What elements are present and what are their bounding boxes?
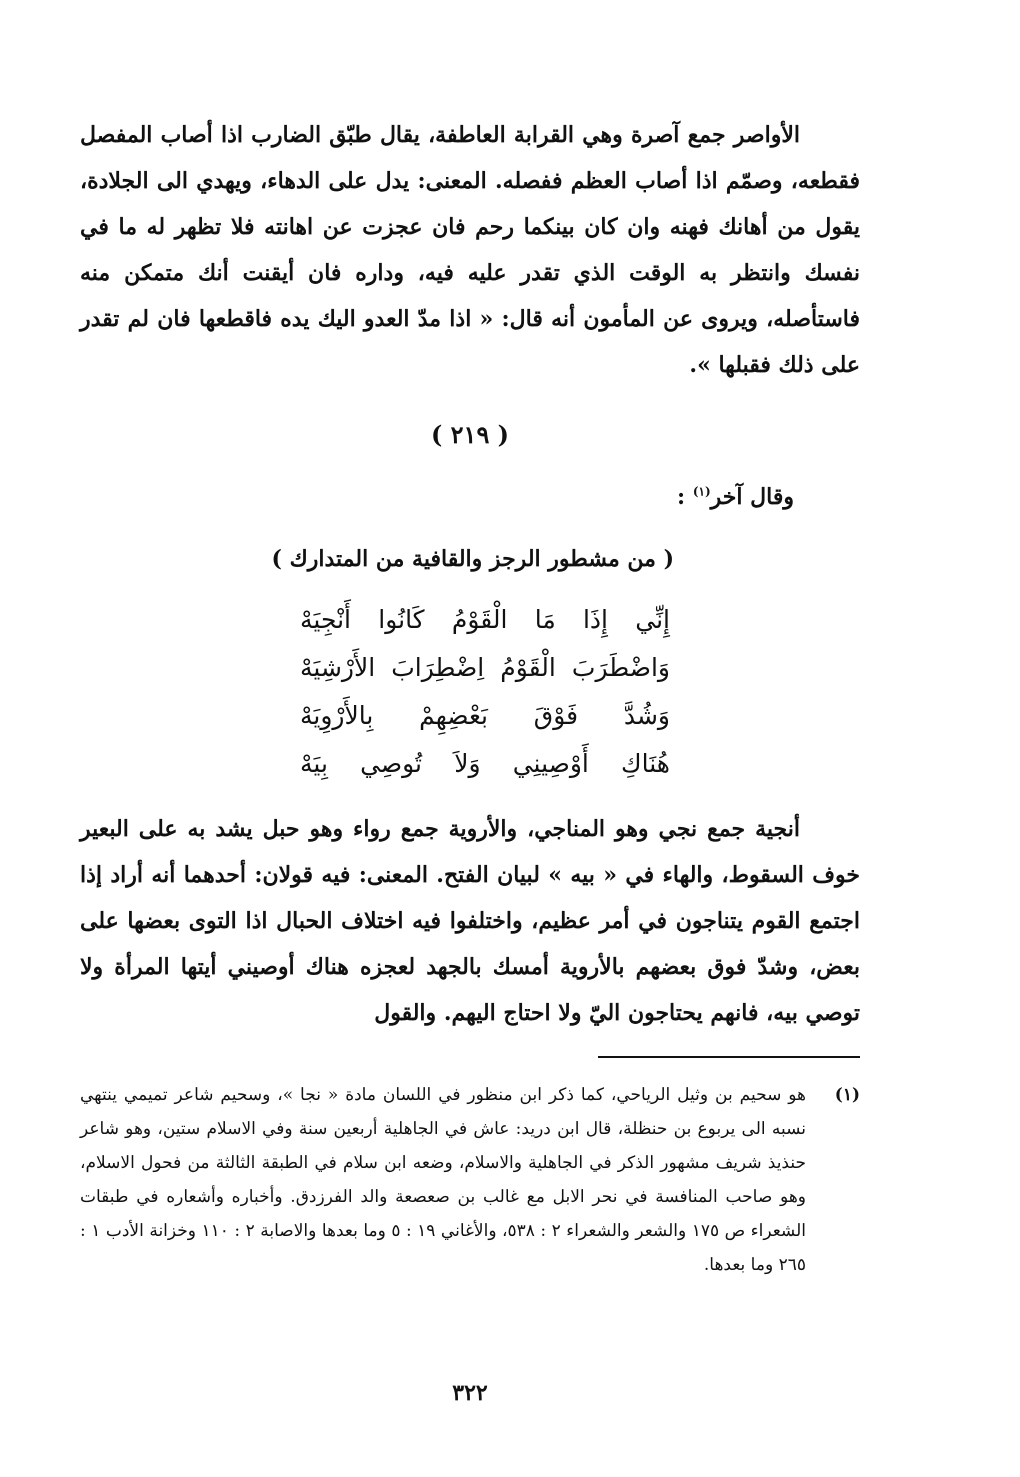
intro-text: وقال آخر [710, 484, 794, 510]
verse-line-4: هُنَاكِ أَوْصِينِي وَلاَ تُوصِي بِيَهْ [300, 749, 670, 778]
footnote-marker: (١) [834, 1085, 860, 1105]
verse-line-3: وَشُدَّ فَوْقَ بَعْضِهِمْ بِالأَرْوِيَهْ [300, 701, 670, 730]
meter-note: ( من مشطور الرجز والقافية من المتدارك ) [271, 546, 674, 572]
poem-number-heading: ( ٢١٩ ) [430, 420, 510, 449]
paragraph-text: أنجية جمع نجي وهو المناجي، والأروية جمع رواء وهو حبل يشد به على البعير خوف السقوط، والهاء في « بيه » لبيان الفتح. المعنى: فيه قولان: أحدهما أنه أراد إذا اجتمع القوم يتناجون في أمر عظيم، واختلفوا فيه اختلاف الحبال اذا التوى بعضها على بعض، وشدّ فوق بعضهم بالأروية أمسك بالجهد لعجزه هناك أوصيني أيتها المرأة ولا توصي بيه، فانهم يحتاجون اليّ ولا احتاج اليهم. والقول [80, 816, 860, 1026]
poem-verses [300, 596, 670, 788]
commentary-paragraph-2 [80, 806, 860, 1036]
paragraph-text: الأواصر جمع آصرة وهي القرابة العاطفة، يقال طبّق الضارب اذا أصاب المفصل فقطعه، وصمّم اذا أصاب العظم ففصله. المعنى: يدل على الدهاء، ويهدي الى الجلادة، يقول من أهانك فهنه وان كان بينكما رحم فان عجزت عن اهانته فلا تظهر له ما في نفسك وانتظر به الوقت الذي تقدر عليه فيه، وداره فان أيقنت أنك متمكن منه فاستأصله، ويروى عن المأمون أنه قال: « اذا مدّ العدو اليك يده فاقطعها فان لم تقدر على ذلك فقبلها ». [80, 122, 860, 378]
poem-intro [294, 484, 794, 510]
footnote-text: هو سحيم بن وثيل الرياحي، كما ذكر ابن منظور في اللسان مادة « نجا »، وسحيم شاعر تميمي ينتهي نسبه الى يربوع بن حنظلة، قال ابن دريد: عاش في الجاهلية أربعين سنة وفي الاسلام ستين، وهو شاعر حنذيذ شريف مشهور الذكر في الجاهلية والاسلام، وضعه ابن سلام في الطبقة الثالثة من فحول الاسلام، وهو صاحب المنافسة في نحر الابل مع غالب بن صعصعة والد الفرزدق. وأخباره وأشعاره في طبقات الشعراء ص ١٧٥ والشعر والشعراء ٢ : ٥٣٨، والأغاني ١٩ : ٥ وما بعدها والاصابة ٢ : ١١٠ وخزانة الأدب ١ : ٢٦٥ وما بعدها. [80, 1085, 806, 1275]
commentary-paragraph-1 [80, 112, 860, 388]
footnote-divider [598, 1056, 860, 1058]
footnote-reference[interactable]: (١) [692, 484, 711, 499]
intro-colon: : [677, 484, 693, 510]
verse-line-2: وَاضْطَرَبَ الْقَوْمُ اِضْطِرَابَ الأَرْشِيَهْ [300, 653, 670, 682]
page-number: ٣٢٢ [452, 1380, 488, 1406]
verse-line-1: إِنِّي إِذَا مَا الْقَوْمُ كَانُوا أَنْجِيَهْ [300, 605, 670, 634]
footnotes [80, 1078, 860, 1282]
footnote-1 [80, 1078, 860, 1282]
